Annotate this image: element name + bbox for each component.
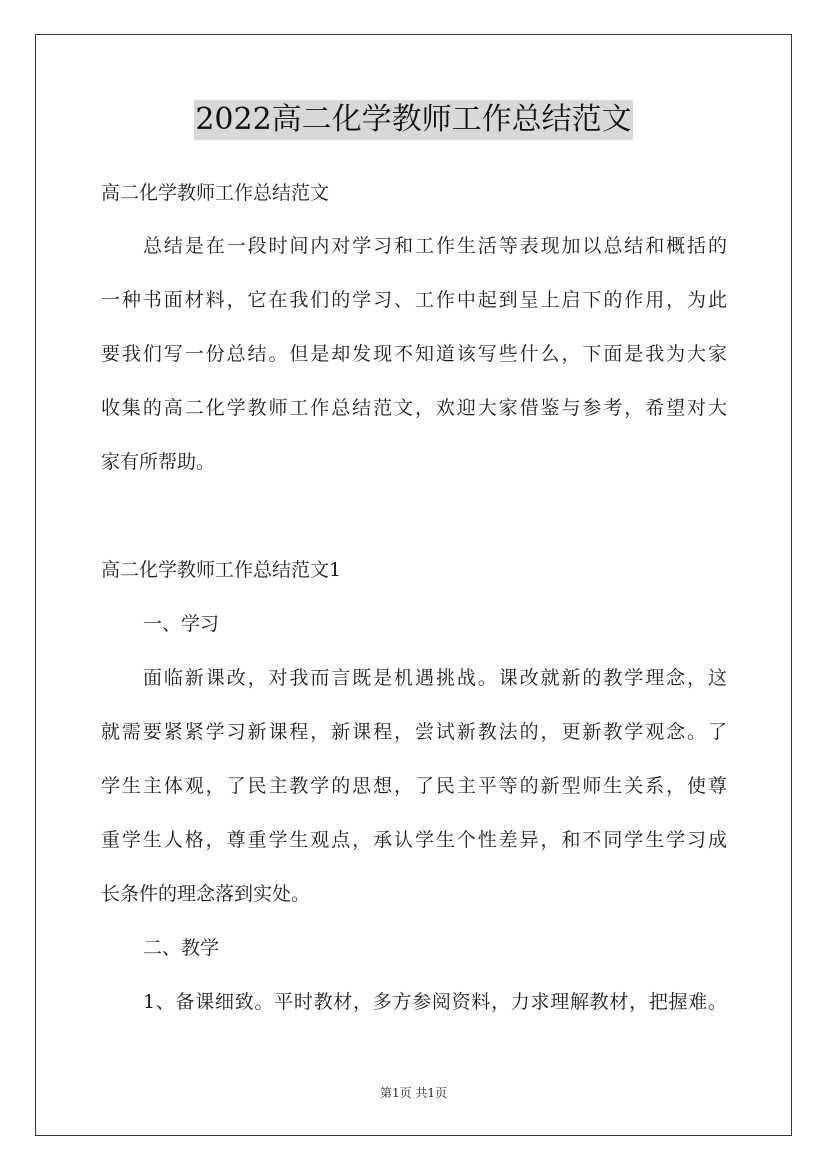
intro-line-4: 收集的高二化学教师工作总结范文，欢迎大家借鉴与参考，希望对大 — [101, 397, 727, 419]
para1-line-2: 就需要紧紧学习新课程，新课程，尝试新教法的，更新教学观念。了 — [101, 721, 727, 743]
para1-line-3: 学生主体观，了民主教学的思想，了民主平等的新型师生关系，使尊 — [101, 775, 727, 797]
intro-line-1: 总结是在一段时间内对学习和工作生活等表现加以总结和概括的 — [143, 235, 727, 257]
page-number: 第1页 共1页 — [379, 1086, 448, 1100]
section-heading: 高二化学教师工作总结范文 — [101, 182, 330, 204]
intro-line-2: 一种书面材料，它在我们的学习、工作中起到呈上启下的作用，为此 — [101, 289, 727, 311]
section-heading-1: 高二化学教师工作总结范文1 — [101, 559, 342, 581]
intro-line-3: 要我们写一份总结。但是却发现不知道该写些什么，下面是我为大家 — [101, 343, 727, 365]
intro-line-5: 家有所帮助。 — [101, 451, 216, 473]
subheading-teaching: 二、教学 — [143, 937, 220, 959]
document-title: 2022高二化学教师工作总结范文 — [194, 100, 632, 140]
title-container — [0, 100, 827, 140]
para1-line-1: 面临新课改，对我而言既是机遇挑战。课改就新的教学理念，这 — [143, 667, 727, 689]
para1-line-4: 重学生人格，尊重学生观点，承认学生个性差异，和不同学生学习成 — [101, 829, 727, 851]
para1-line-5: 长条件的理念落到实处。 — [101, 883, 311, 905]
para2-line-1: 1、备课细致。平时教材，多方参阅资料，力求理解教材，把握难。 — [143, 991, 727, 1013]
subheading-study: 一、学习 — [143, 613, 220, 635]
